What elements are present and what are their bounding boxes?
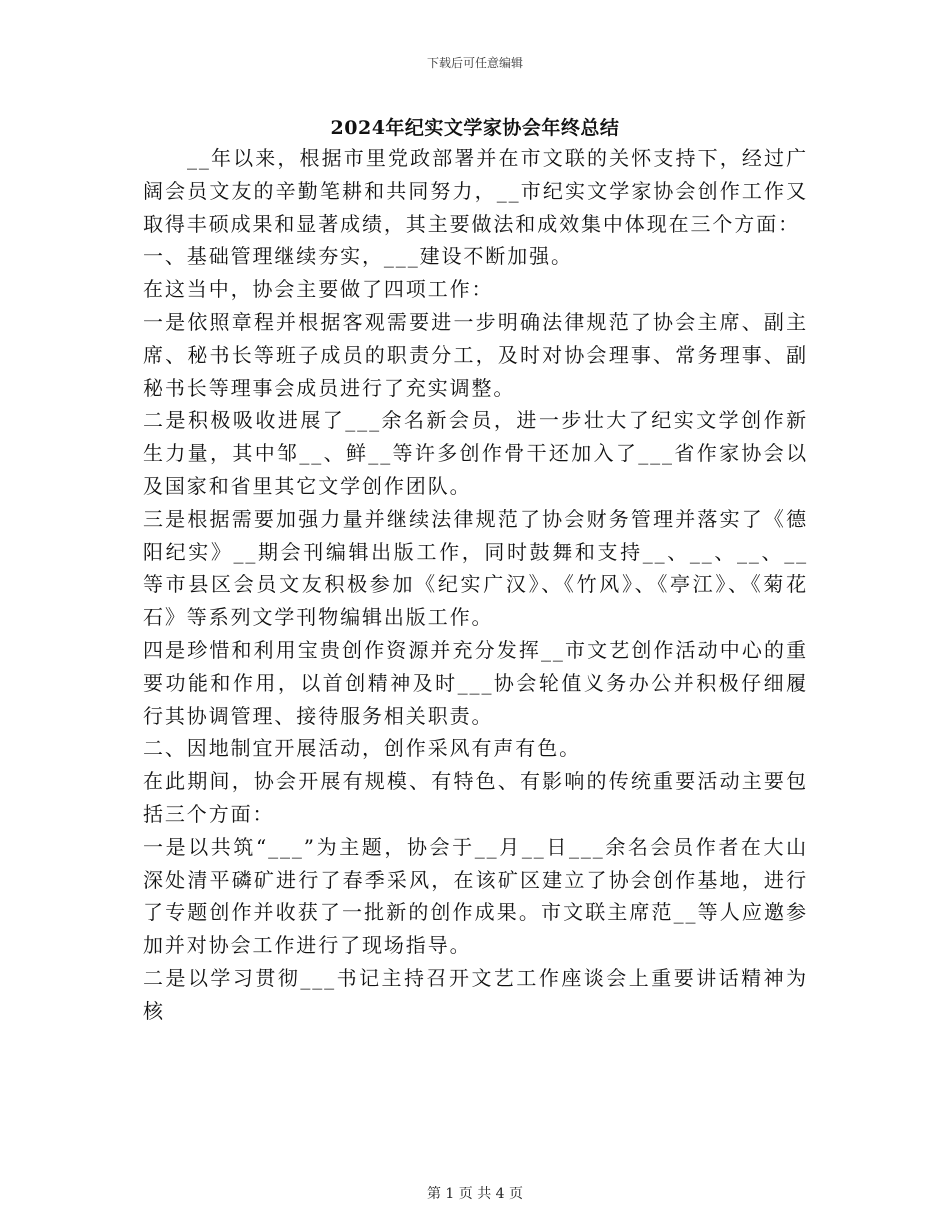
paragraph: 四是珍惜和利用宝贵创作资源并充分发挥__市文艺创作活动中心的重要功能和作用，以首创精神及时___协会轮值义务办公并积极仔细履行其协调管理、接待服务相关职责。	[143, 637, 808, 728]
section-heading-2: 二、因地制宜开展活动，创作采风有声有色。	[143, 736, 581, 761]
paragraph: 二是以学习贯彻___书记主持召开文艺工作座谈会上重要讲话精神为核	[143, 965, 808, 1023]
document-title: 2024年纪实文学家协会年终总结	[330, 117, 620, 139]
paragraph: 二是积极吸收进展了___余名新会员，进一步壮大了纪实文学创作新生力量，其中邹__、鲜__等许多创作骨干还加入了___省作家协会以及国家和省里其它文学创作团队。	[143, 408, 808, 498]
document-body	[143, 142, 808, 1028]
paragraph-intro: __年以来，根据市里党政部署并在市文联的关怀支持下，经过广阔会员文友的辛勤笔耕和共同努力，__市纪实文学家协会创作工作又取得丰硕成果和显著成绩，其主要做法和成效集中体现在三个方面：	[143, 146, 808, 236]
paragraph: 在此期间，协会开展有规模、有特色、有影响的传统重要活动主要包括三个方面：	[143, 769, 808, 826]
paragraph: 一是依照章程并根据客观需要进一步明确法律规范了协会主席、副主席、秘书长等班子成员的职责分工，及时对协会理事、常务理事、副秘书长等理事会成员进行了充实调整。	[143, 309, 808, 400]
header-note: 下载后可任意编辑	[426, 56, 523, 70]
paragraph: 在这当中，协会主要做了四项工作：	[143, 277, 494, 302]
paragraph: 一是以共筑“___”为主题，协会于__月__日___余名会员作者在大山深处清平磷矿进行了春季采风，在该矿区建立了协会创作基地，进行了专题创作并收获了一批新的创作成果。市文联主席范__等人应邀参加并对协会工作进行了现场指导。	[143, 834, 808, 958]
section-heading-1: 一、基础管理继续夯实，___建设不断加强。	[143, 244, 573, 269]
page-footer: 第 1 页 共 4 页	[426, 1186, 524, 1202]
paragraph: 三是根据需要加强力量并继续法律规范了协会财务管理并落实了《德阳纪实》__期会刊编辑出版工作，同时鼓舞和支持__、__、__、__等市县区会员文友积极参加《纪实广汉》、《竹风》、《亭江》、《菊花石》等系列文学刊物编辑出版工作。	[143, 506, 808, 630]
